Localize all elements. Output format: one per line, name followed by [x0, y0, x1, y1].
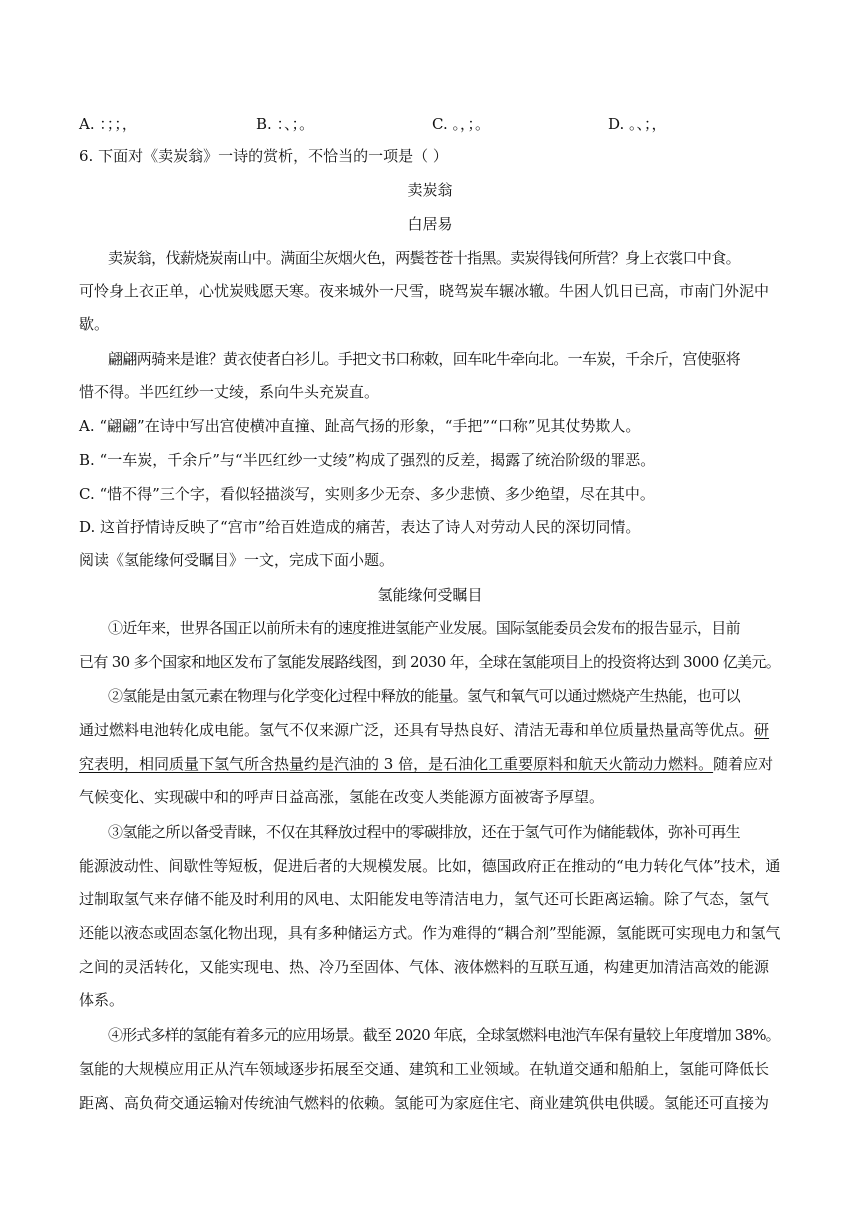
question-6-option-d: D. 这首抒情诗反映了“宫市”给百姓造成的痛苦，表达了诗人对劳动人民的深切同情。: [79, 518, 641, 536]
option-d: D. 。、；，: [608, 115, 667, 133]
paragraph-4-line: ④形式多样的氢能有着多元的应用场景。截至 2020 年底，全球氢燃料电池汽车保有量较上年度增加 38%。: [108, 1026, 780, 1044]
poem-line: 卖炭翁，伐薪烧炭南山中。满面尘灰烟火色，两鬓苍苍十指黑。卖炭得钱何所营？身上衣裳口中食。: [108, 249, 741, 267]
question-6-option-c: C. “惜不得”三个字，看似轻描淡写，实则多少无奈、多少悲愤、多少绝望，尽在其中。: [79, 485, 655, 503]
option-b: B. ：、；。: [256, 115, 315, 133]
option-a: A. ：；；，: [79, 115, 137, 133]
option-b-text: ：、；。: [276, 115, 315, 133]
poem-author: 白居易: [407, 215, 453, 233]
paragraph-2-line: ②氢能是由氢元素在物理与化学变化过程中释放的能量。氢气和氧气可以通过燃烧产生热能，也可以: [108, 687, 741, 705]
reading-intro: 阅读《氢能缘何受瞩目》一文，完成下面小题。: [79, 551, 395, 569]
paragraph-2-line: 气候变化、实现碳中和的呼声日益高涨，氢能在改变人类能源方面被寄予厚望。: [79, 788, 605, 806]
paragraph-1-line: ①近年来，世界各国正以前所未有的速度推进氢能产业发展。国际氢能委员会发布的报告显示，目前: [108, 619, 741, 637]
poem-line: 惜不得。半匹红纱一丈绫，系向牛头充炭直。: [79, 383, 380, 401]
option-a-text: ：；；，: [99, 115, 137, 133]
question-6-option-b: B. “一车炭，千余斤”与“半匹红纱一丈绫”构成了强烈的反差，揭露了统治阶级的罪恶。: [79, 451, 656, 469]
paragraph-3-line: 之间的灵活转化，又能实现电、热、冷乃至固体、气体、液体燃料的互联互通，构建更加清洁高效的能源: [79, 958, 770, 976]
paragraph-3-line: ③氢能之所以备受青睐，不仅在其释放过程中的零碳排放，还在于氢气可作为储能载体，弥补可再生: [108, 823, 741, 841]
poem-line: 翩翩两骑来是谁？黄衣使者白衫儿。手把文书口称敕，回车叱牛牵向北。一车炭，千余斤，宫使驱将: [108, 350, 741, 368]
paragraph-3-line: 还能以液态或固态氢化物出现，具有多种储运方式。作为难得的“耦合剂”型能源，氢能既可实现电力和氢气: [79, 924, 781, 942]
paragraph-4-line: 氢能的大规模应用正从汽车领域逐步拓展至交通、建筑和工业领域。在轨道交通和船舶上，氢能可降低长: [79, 1060, 770, 1078]
paragraph-2-line: 究表明，相同质量下氢气所含热量约是汽油的 3 倍，是石油化工重要原料和航天火箭动力燃料。随着应对: [79, 755, 774, 773]
passage-title: 氢能缘何受瞩目: [377, 586, 483, 604]
question-6-option-a: A. “翩翩”在诗中写出宫使横冲直撞、趾高气扬的形象，“手把”“口称”见其仗势欺人。: [79, 417, 641, 435]
option-c-text: 。，；。: [452, 115, 491, 133]
paragraph-4-line: 距离、高负荷交通运输对传统油气燃料的依赖。氢能可为家庭住宅、商业建筑供电供暖。氢能还可直接为: [79, 1094, 770, 1112]
poem-line: 歇。: [79, 315, 110, 333]
option-d-text: 。、；，: [629, 115, 667, 133]
paragraph-3-line: 能源波动性、间歇性等短板，促进后者的大规模发展。比如，德国政府正在推动的“电力转化气体”技术，通: [79, 857, 781, 875]
paragraph-3-line: 过制取氢气来存储不能及时利用的风电、太阳能发电等清洁电力，氢气还可长距离运输。除了气态，氢气: [79, 890, 770, 908]
paragraph-3-line: 体系。: [79, 991, 125, 1009]
question-6-stem: 6. 下面对《卖炭翁》一诗的赏析，不恰当的一项是（ ）: [79, 147, 448, 165]
underlined-sentence: 究表明，相同质量下氢气所含热量约是汽油的 3 倍，是石油化工重要原料和航天火箭动力燃料。: [79, 755, 714, 773]
underlined-sentence: 研: [754, 721, 770, 739]
option-c: C. 。，；。: [432, 115, 491, 133]
poem-line: 可怜身上衣正单，心忧炭贱愿天寒。夜来城外一尺雪，晓驾炭车辗冰辙。牛困人饥日已高，市南门外泥中: [79, 282, 770, 300]
paragraph-1-line: 已有 30 多个国家和地区发布了氢能发展路线图，到 2030 年，全球在氢能项目上的投资将达到 3000 亿美元。: [79, 653, 781, 671]
poem-title: 卖炭翁: [407, 181, 453, 199]
paragraph-2-line: 通过燃料电池转化成电能。氢气不仅来源广泛，还具有导热良好、清洁无毒和单位质量热量高等优点。研: [79, 721, 770, 739]
